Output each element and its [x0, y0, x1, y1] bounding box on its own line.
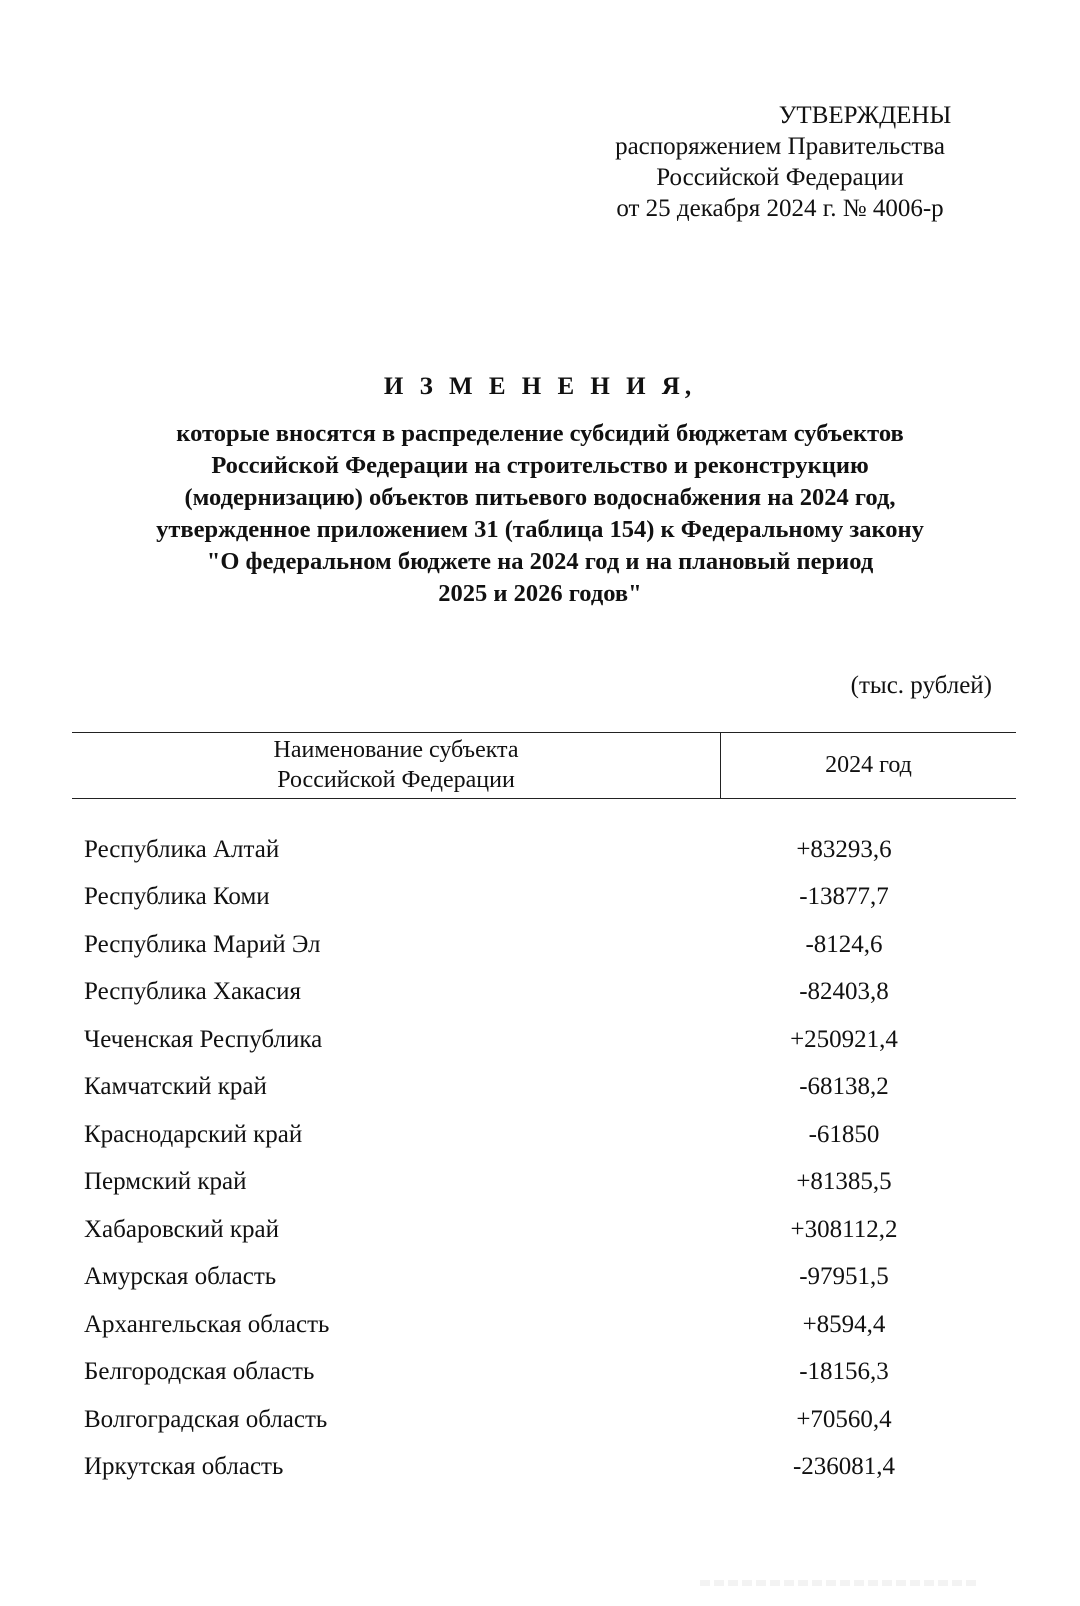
- region-value: -61850: [808, 1120, 880, 1148]
- header-region-name: [72, 733, 721, 798]
- region-value: -82403,8: [799, 978, 889, 1006]
- region-name: Архангельская область: [84, 1310, 330, 1338]
- units-label: (тыс. рублей): [850, 672, 992, 699]
- subtitle-line: 2025 и 2026 годов": [438, 580, 642, 607]
- region-name: Республика Хакасия: [84, 978, 301, 1006]
- table-row: [84, 1159, 984, 1207]
- table-row: [84, 1111, 984, 1159]
- document-title: И З М Е Н Е Н И Я,: [383, 373, 697, 400]
- region-name: Пермский край: [84, 1168, 247, 1196]
- region-value: -18156,3: [799, 1358, 889, 1386]
- region-value: +81385,5: [796, 1168, 892, 1196]
- table-row: [84, 969, 984, 1017]
- region-value: +70560,4: [796, 1405, 892, 1433]
- table-row: [84, 1349, 984, 1397]
- approval-date-number: от 25 декабря 2024 г. № 4006-р: [616, 195, 944, 222]
- region-name: Хабаровский край: [84, 1215, 279, 1243]
- table-row: [84, 1064, 984, 1112]
- table-row: [84, 1396, 984, 1444]
- subtitle-line: которые вносятся в распределение субсидий бюджетам субъектов: [176, 420, 904, 447]
- document-subtitle: [40, 418, 1040, 610]
- table-body: [84, 826, 984, 1491]
- table-row: [84, 1016, 984, 1064]
- region-name: Чеченская Республика: [84, 1025, 323, 1053]
- header-year: 2024 год: [825, 752, 912, 778]
- subtitle-line: Российской Федерации на строительство и реконструкцию: [211, 452, 869, 479]
- region-value: +308112,2: [790, 1215, 898, 1243]
- subtitle-line: утвержденное приложением 31 (таблица 154) к Федеральному закону: [156, 516, 924, 543]
- region-name: Белгородская область: [84, 1358, 315, 1386]
- table-row: [84, 1301, 984, 1349]
- region-name: Камчатский край: [84, 1073, 267, 1101]
- approval-authority: распоряжением Правительства: [615, 133, 945, 160]
- header-region-line: Наименование субъекта: [273, 737, 519, 763]
- region-value: -8124,6: [805, 930, 883, 958]
- approval-country: Российской Федерации: [656, 164, 904, 191]
- header-region-line: Российской Федерации: [277, 767, 515, 793]
- region-name: Волгоградская область: [84, 1405, 328, 1433]
- region-name: Иркутская область: [84, 1453, 284, 1481]
- region-value: +8594,4: [802, 1310, 886, 1338]
- region-name: Республика Марий Эл: [84, 930, 321, 958]
- region-value: +83293,6: [796, 835, 892, 863]
- table-row: [84, 874, 984, 922]
- region-value: -13877,7: [799, 883, 889, 911]
- scan-artifact: [700, 1580, 980, 1586]
- region-name: Краснодарский край: [84, 1120, 303, 1148]
- subtitle-line: "О федеральном бюджете на 2024 год и на плановый период: [206, 548, 874, 575]
- approval-title: УТВЕРЖДЕНЫ: [778, 102, 952, 129]
- region-name: Амурская область: [84, 1263, 277, 1291]
- region-name: Республика Коми: [84, 883, 270, 911]
- region-value: -97951,5: [799, 1263, 889, 1291]
- table-row: [84, 1206, 984, 1254]
- region-value: -236081,4: [792, 1453, 896, 1481]
- approval-stamp: [580, 100, 980, 224]
- region-value: -68138,2: [799, 1073, 889, 1101]
- region-value: +250921,4: [790, 1025, 898, 1053]
- table-row: [84, 1444, 984, 1492]
- table-row: [84, 921, 984, 969]
- region-name: Республика Алтай: [84, 835, 280, 863]
- subtitle-line: (модернизацию) объектов питьевого водоснабжения на 2024 год,: [184, 484, 896, 511]
- table-row: [84, 826, 984, 874]
- table-row: [84, 1254, 984, 1302]
- table-header: [72, 732, 1016, 799]
